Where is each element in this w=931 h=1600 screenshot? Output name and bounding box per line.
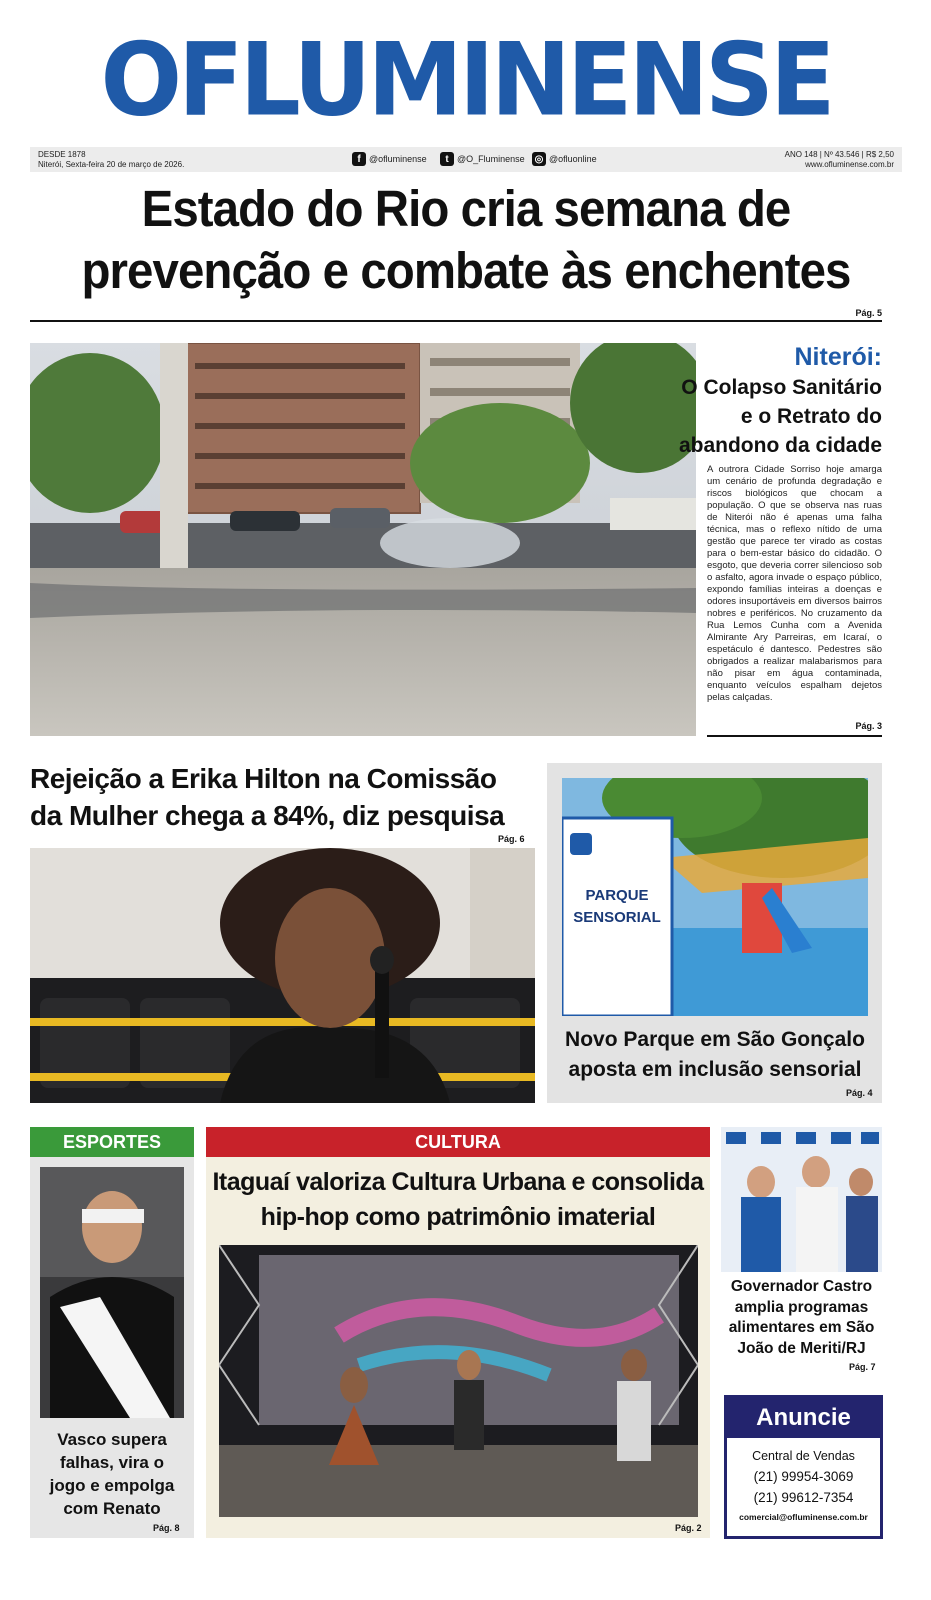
social-twitter[interactable]: t @O_Fluminense	[440, 152, 525, 166]
cultura-section-label[interactable]: CULTURA	[206, 1127, 710, 1157]
main-headline[interactable]: Estado do Rio cria semana de prevenção e combate às enchentes	[81, 180, 851, 299]
vasco-player-photo[interactable]	[40, 1167, 184, 1418]
masthead-info-bar	[30, 147, 902, 172]
hip-hop-festival-photo[interactable]	[219, 1245, 698, 1517]
cultura-headline[interactable]: Itaguaí valoriza Cultura Urbana e consolida hip-hop como patrimônio imaterial	[212, 1168, 704, 1231]
esportes-section-label[interactable]: ESPORTES	[30, 1127, 194, 1157]
date-line: Niterói, Sexta-feira 20 de março de 2026.	[38, 160, 185, 169]
facebook-icon: f	[352, 152, 366, 166]
niteroi-story-page: Pág. 3	[855, 721, 882, 731]
castro-page: Pág. 7	[849, 1362, 876, 1372]
erika-story-page: Pág. 6	[498, 834, 525, 844]
edition-info: ANO 148 | Nº 43.546 | R$ 2,50	[784, 150, 894, 159]
instagram-icon: ◎	[532, 152, 546, 166]
erika-hilton-photo[interactable]	[30, 848, 535, 1103]
anuncie-title: Anuncie	[727, 1398, 880, 1438]
anuncie-box[interactable]	[724, 1395, 883, 1539]
social-facebook[interactable]: f @ofluminense	[352, 152, 427, 166]
flooded-street-photo[interactable]	[30, 343, 696, 736]
anuncie-phone-2[interactable]: (21) 99612-7354	[753, 1490, 854, 1505]
anuncie-email[interactable]: comercial@ofluminense.com.br	[739, 1512, 868, 1522]
divider	[30, 320, 882, 322]
anuncie-phone-1[interactable]: (21) 99954-3069	[753, 1469, 854, 1484]
twitter-icon: t	[440, 152, 454, 166]
niteroi-title[interactable]: O Colapso Sanitário e o Retrato do abandono da cidade	[678, 376, 882, 457]
erika-headline[interactable]: Rejeição a Erika Hilton na Comissão da Mulher chega a 84%, diz pesquisa	[30, 763, 505, 831]
social-instagram[interactable]: ◎ @ofluonline	[532, 152, 597, 166]
castro-headline[interactable]: Governador Castro amplia programas alimentares em São João de Meriti/RJ	[728, 1278, 875, 1357]
parque-headline[interactable]: Novo Parque em São Gonçalo aposta em inclusão sensorial	[565, 1028, 865, 1081]
esportes-page: Pág. 8	[153, 1523, 180, 1533]
cultura-page: Pág. 2	[675, 1523, 702, 1533]
anuncie-subtitle: Central de Vendas	[752, 1449, 855, 1463]
niteroi-kicker[interactable]: Niterói:	[794, 343, 882, 371]
website-link[interactable]: www.ofluminense.com.br	[805, 160, 894, 169]
esportes-headline[interactable]: Vasco supera falhas, vira o jogo e empolga com Renato	[49, 1430, 175, 1518]
governador-castro-photo[interactable]	[721, 1127, 882, 1272]
main-story-page: Pág. 5	[855, 308, 882, 318]
niteroi-body-text: A outrora Cidade Sorriso hoje amarga um cenário de profunda degradação e riscos biológicos que chocam a população. O que se observa nas ruas de Niterói não é apenas uma falha técnica, mas o reflexo nítido de uma gestão que parece ter virado as costas para o bem-estar básico do cidadão. O esgoto, que deveria correr silencioso sob o asfalto, agora invade o espaço público, expondo famílias inteiras a doenças e odores insuportáveis em diversos bairros nobres e periféricos. No cruzamento da Rua Lemos Cunha com a Avenida Almirante Ary Parreiras, em Icaraí, o espetáculo é dantesco. Pedestres são obrigados a realizar malabarismos para não pisar em água contaminada, enquanto veículos espalham dejetos pelas calçadas.	[707, 464, 882, 703]
divider	[707, 735, 882, 737]
parque-story-page: Pág. 4	[846, 1088, 873, 1098]
parque-sign: PARQUE SENSORIAL	[573, 887, 661, 926]
newspaper-logo: OFLUMINENSE	[100, 21, 832, 139]
since-label: DESDE 1878	[38, 150, 86, 159]
